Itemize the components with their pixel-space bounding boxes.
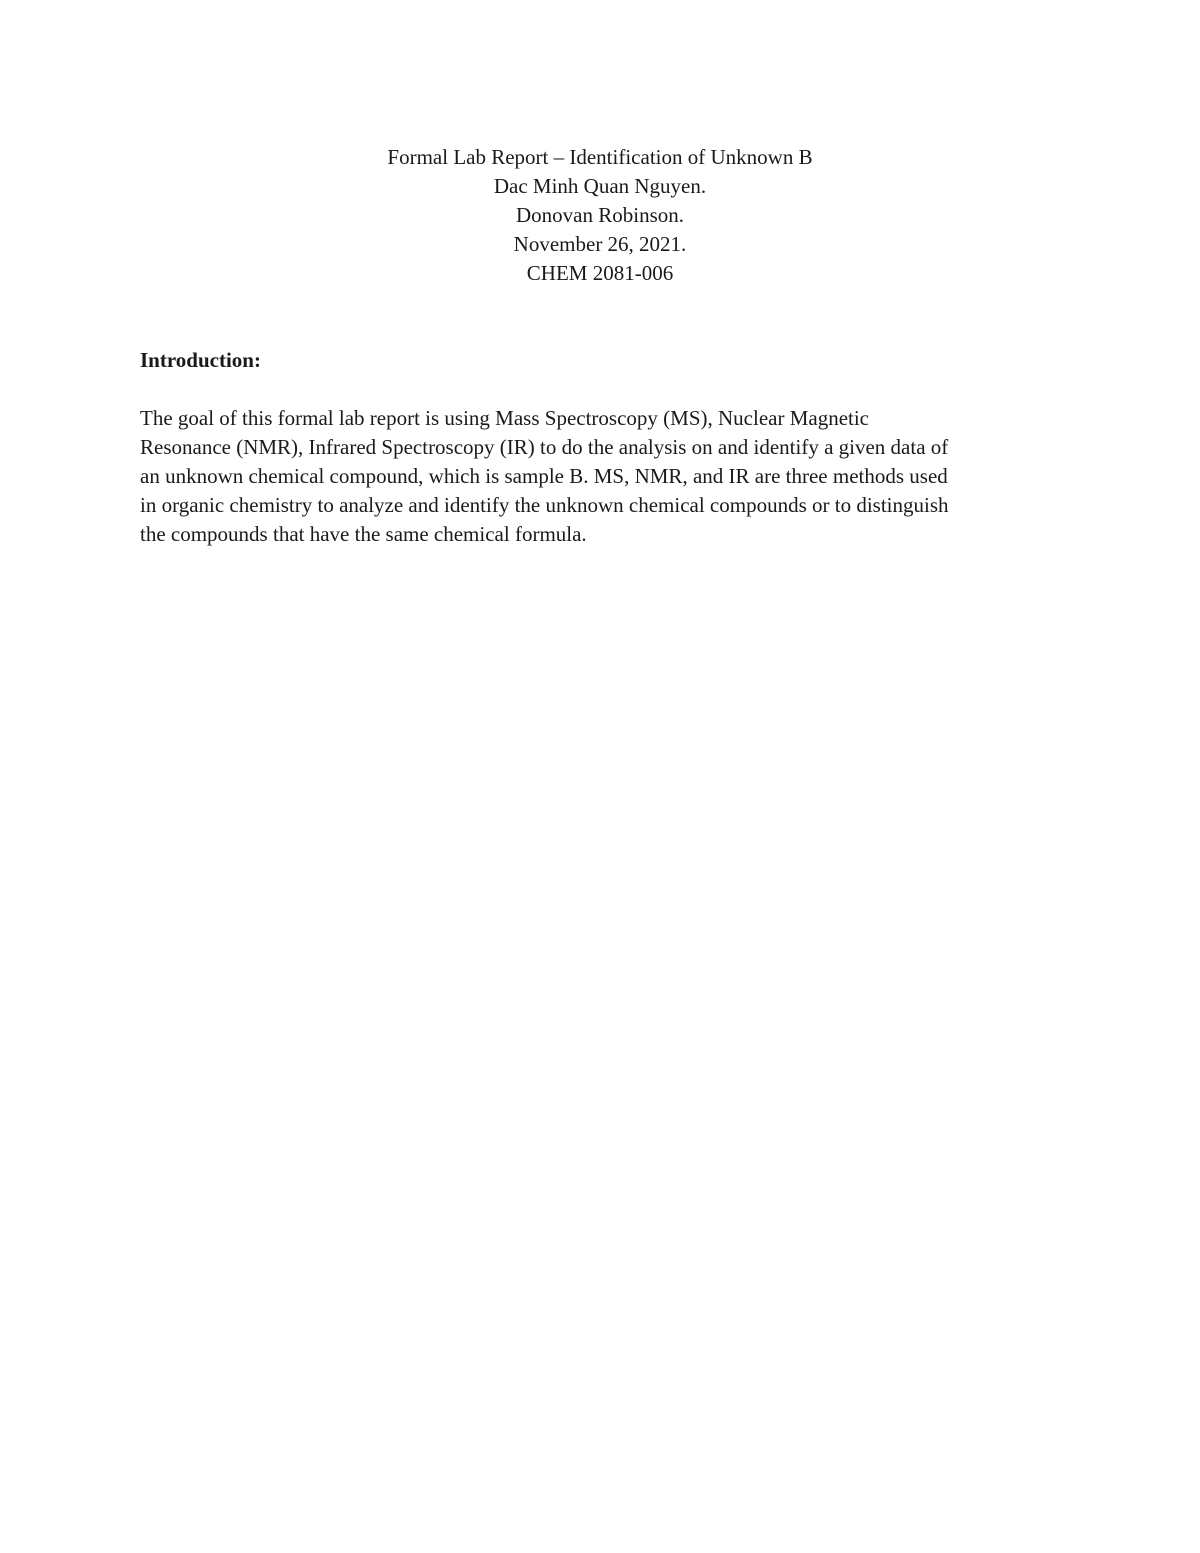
- introduction-paragraph: [140, 404, 1070, 549]
- paragraph-line: in organic chemistry to analyze and identify the unknown chemical compounds or to distinguish: [140, 493, 949, 517]
- author-name: Dac Minh Quan Nguyen.: [493, 174, 707, 198]
- paragraph-line: the compounds that have the same chemical formula.: [140, 522, 587, 546]
- paragraph-line: an unknown chemical compound, which is sample B. MS, NMR, and IR are three methods used: [140, 464, 948, 488]
- title-block: [0, 143, 1200, 288]
- introduction-heading: Introduction:: [140, 348, 261, 372]
- paragraph-line: Resonance (NMR), Infrared Spectroscopy (IR) to do the analysis on and identify a given data of: [140, 435, 949, 459]
- paragraph-line: The goal of this formal lab report is using Mass Spectroscopy (MS), Nuclear Magnetic: [140, 406, 870, 430]
- course-code: CHEM 2081-006: [526, 261, 674, 285]
- report-title: Formal Lab Report – Identification of Unknown B: [387, 145, 813, 169]
- instructor-name: Donovan Robinson.: [516, 203, 684, 227]
- report-date: November 26, 2021.: [513, 232, 687, 256]
